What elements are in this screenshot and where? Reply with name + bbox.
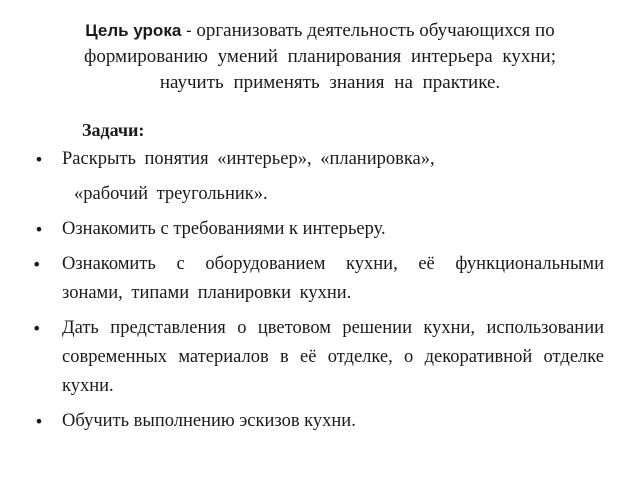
task-item bbox=[32, 215, 604, 244]
lesson-goal bbox=[28, 18, 612, 96]
task-text-continuation: «рабочий треугольник». bbox=[74, 184, 268, 204]
task-text: Дать представления о цветовом решении кухни, использовании современных материалов в её отделке, о декоративной отделке кухни. bbox=[62, 318, 604, 396]
task-item bbox=[32, 250, 604, 308]
bullet-icon: • bbox=[32, 255, 42, 274]
task-text: Ознакомить с оборудованием кухни, её функциональными зонами, типами планировки кухни. bbox=[62, 254, 604, 303]
goal-text-line-1: организовать деятельность обучающихся по bbox=[196, 20, 555, 41]
tasks-list bbox=[32, 145, 604, 442]
bullet-icon: • bbox=[32, 319, 42, 338]
bullet-icon: • bbox=[34, 150, 44, 169]
task-item bbox=[32, 407, 604, 436]
task-text: Раскрыть понятия «интерьер», «планировка», bbox=[62, 149, 435, 169]
goal-line-1 bbox=[28, 18, 612, 44]
goal-label: Цель урока bbox=[85, 21, 182, 40]
task-item bbox=[32, 145, 604, 209]
goal-dash: - bbox=[181, 21, 197, 40]
bullet-icon: • bbox=[34, 412, 44, 431]
bullet-icon: • bbox=[34, 220, 44, 239]
task-item bbox=[32, 314, 604, 401]
goal-text-line-2: формированию умений планирования интерьера кухни; bbox=[84, 46, 556, 67]
goal-text-line-3: научить применять знания на практике. bbox=[159, 72, 501, 93]
task-text: Обучить выполнению эскизов кухни. bbox=[62, 411, 356, 431]
tasks-heading: Задачи: bbox=[82, 120, 145, 140]
task-text: Ознакомить с требованиями к интерьеру. bbox=[62, 219, 386, 239]
